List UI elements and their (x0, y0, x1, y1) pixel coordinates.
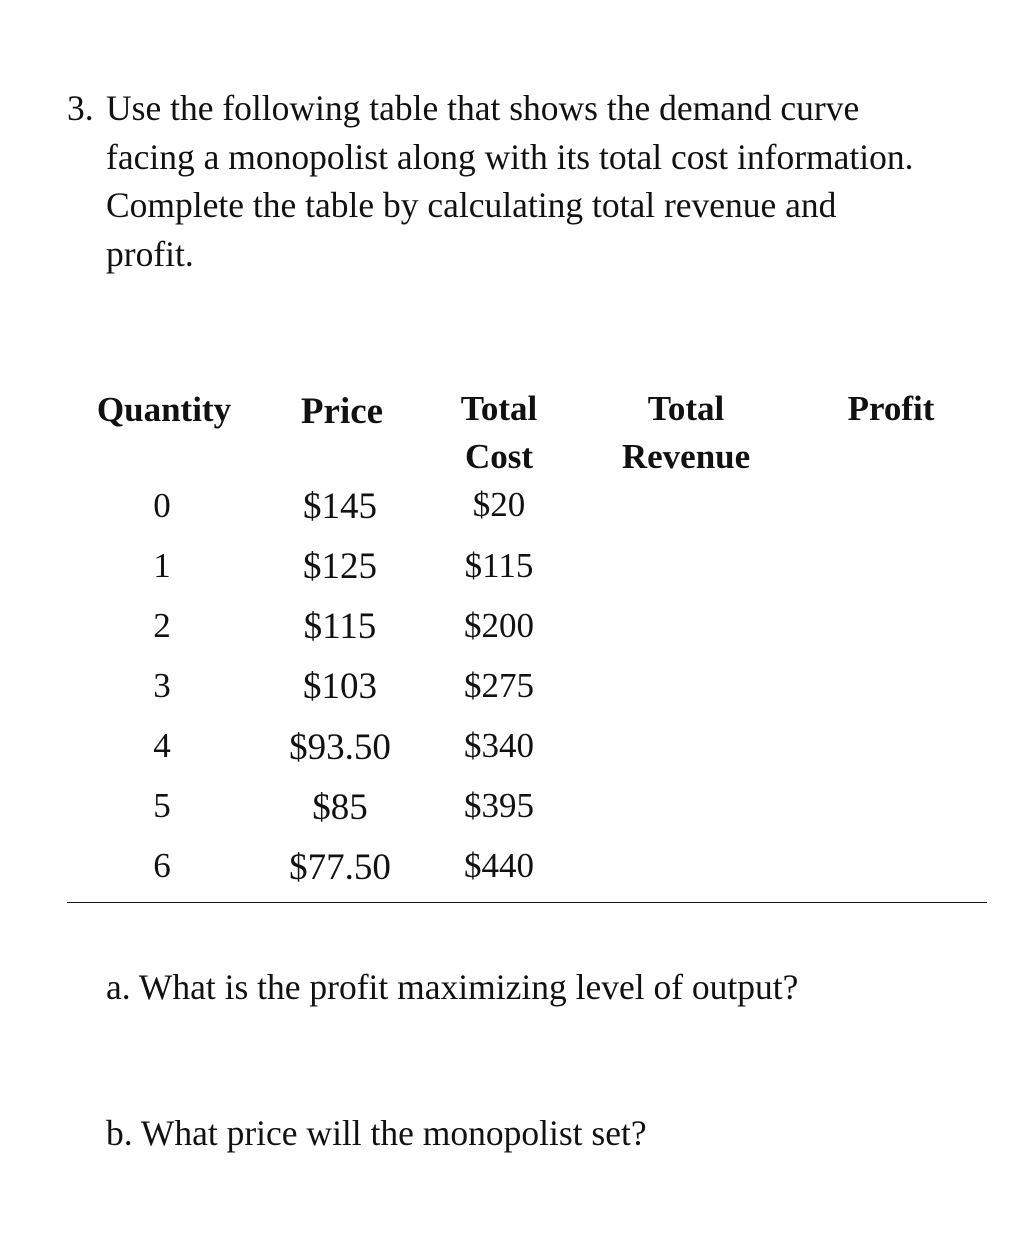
cell-price: $125 (303, 546, 377, 587)
cell-quantity: 4 (153, 726, 171, 765)
cell-total-cost: $275 (464, 666, 534, 705)
header-total-revenue-line: Revenue (621, 437, 751, 476)
cell-price: $93.50 (289, 727, 391, 768)
header-quantity: Quantity (96, 390, 232, 429)
header-total-cost-line: Total (460, 389, 538, 428)
sub-question-a: a. What is the profit maximizing level of output? (106, 967, 799, 1007)
cell-quantity: 1 (153, 546, 171, 585)
question-line: Complete the table by calculating total revenue and (106, 185, 837, 225)
header-total-revenue (606, 385, 766, 481)
cell-quantity: 6 (153, 846, 171, 885)
cell-quantity: 3 (153, 666, 171, 705)
cell-quantity: 0 (153, 486, 171, 525)
cell-quantity: 5 (153, 786, 171, 825)
question-line: facing a monopolist along with its total cost information. (106, 136, 914, 177)
cell-price: $115 (303, 606, 377, 647)
cell-price: $85 (312, 787, 368, 828)
table-bottom-rule (67, 902, 987, 903)
question-line: Use the following table that shows the demand curve (106, 88, 860, 128)
cell-price: $103 (303, 666, 377, 707)
cell-total-cost: $115 (464, 546, 534, 585)
header-total-cost (434, 385, 564, 481)
header-total-cost-line: Cost (464, 437, 534, 476)
cell-quantity: 2 (153, 606, 171, 645)
cell-price: $77.50 (289, 847, 391, 888)
question-line: profit. (106, 233, 194, 274)
question-prompt (67, 84, 997, 278)
header-profit: Profit (847, 389, 935, 428)
question-text (106, 84, 997, 278)
sub-question-b: b. What price will the monopolist set? (106, 1113, 647, 1153)
cell-total-cost: $395 (464, 786, 534, 825)
cell-price: $145 (303, 486, 377, 527)
cell-total-cost: $20 (472, 485, 526, 524)
question-number: 3. (67, 88, 94, 128)
cell-total-cost: $200 (464, 606, 534, 645)
header-price: Price (300, 391, 384, 432)
header-total-revenue-line: Total (647, 389, 725, 428)
cell-total-cost: $340 (464, 726, 534, 765)
cell-total-cost: $440 (464, 846, 534, 885)
